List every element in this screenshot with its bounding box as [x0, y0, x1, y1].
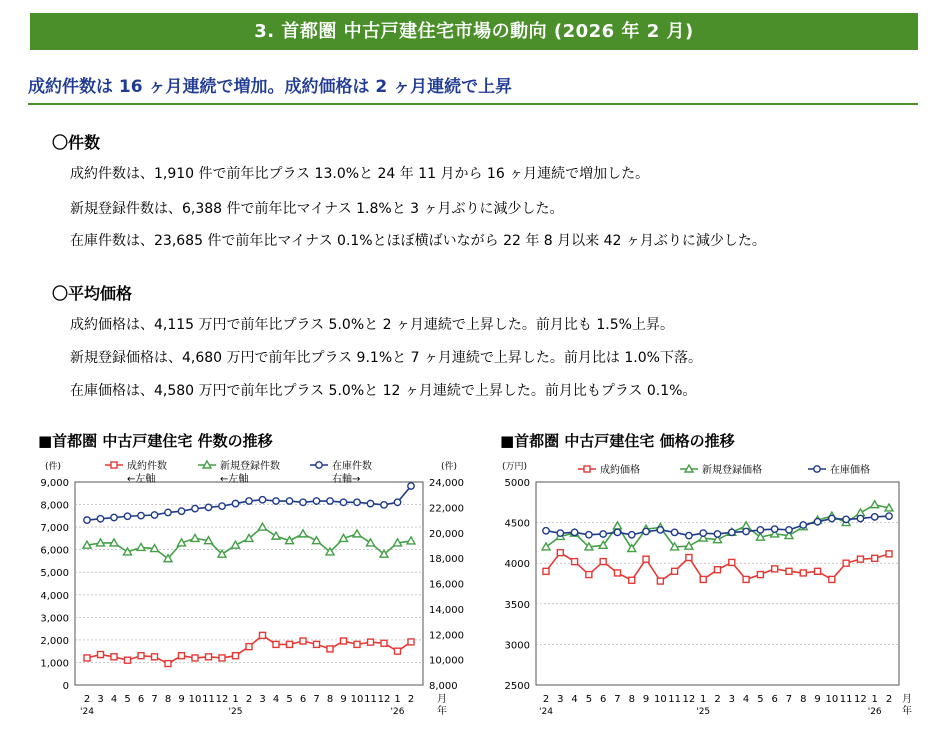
x-tick: 7 [785, 694, 793, 705]
data-point [192, 505, 198, 511]
x-tick: 3 [259, 694, 266, 705]
x-tick: 6 [599, 694, 607, 705]
data-point [97, 516, 103, 522]
data-point [287, 641, 293, 647]
data-point [843, 560, 849, 566]
x-tick: 9 [814, 694, 821, 705]
y-tick-right: 8,000 [429, 681, 458, 692]
x-tick: 10 [350, 694, 364, 705]
data-point [657, 578, 663, 584]
data-point [327, 498, 333, 504]
data-point [314, 641, 320, 647]
data-point [300, 499, 306, 505]
data-point [84, 517, 90, 523]
x-tick: 8 [326, 694, 334, 705]
data-point [111, 514, 117, 520]
headline: 成約件数は 16 ヶ月連続で増加。成約価格は 2 ヶ月連続で上昇 [28, 72, 918, 105]
price-line-2: 新規登録価格は、4,680 万円で前年比プラス 9.1%と 7 ヶ月連続で上昇した。前月比は 1.0%下落。 [70, 350, 702, 366]
chart-title-price: ■首都圏 中古戸建住宅 価格の推移 [500, 432, 735, 450]
x-tick: 8 [164, 694, 172, 705]
year-label: '25 [228, 707, 243, 717]
x-tick: 4 [571, 694, 578, 705]
data-point [179, 653, 185, 659]
data-point [313, 498, 319, 504]
section-title-price: 〇平均価格 [52, 284, 133, 303]
y-tick-left: 1,000 [40, 658, 69, 670]
x-tick: 5 [124, 694, 131, 705]
price-chart [494, 452, 924, 732]
x-tick: 2 [714, 694, 721, 705]
x-tick: 11 [202, 694, 215, 705]
count-chart [20, 452, 480, 732]
x-unit-month: 月 [902, 694, 912, 705]
data-point [815, 568, 821, 574]
y-tick-left: 6,000 [40, 545, 69, 557]
legend-label: 成約件数 [127, 461, 167, 472]
x-tick: 11 [839, 694, 853, 705]
data-point [757, 572, 763, 578]
legend-label: 新規登録件数 [220, 461, 280, 472]
legend-marker [584, 466, 590, 472]
data-point [246, 644, 252, 650]
plot-area [536, 482, 899, 685]
x-tick: 4 [110, 694, 118, 705]
x-tick: 5 [585, 694, 593, 705]
data-point [600, 559, 606, 565]
y-tick-right: 24,000 [429, 478, 464, 489]
data-point [124, 513, 130, 519]
x-tick: 9 [340, 694, 347, 705]
x-tick: 11 [364, 694, 377, 705]
x-unit-month: 月 [437, 694, 447, 705]
data-point [138, 653, 144, 659]
y-tick-left: 7,000 [40, 523, 69, 535]
x-tick: 9 [178, 694, 185, 705]
data-point [381, 502, 387, 508]
data-point [672, 568, 678, 574]
data-point [614, 529, 620, 535]
data-point [381, 640, 387, 646]
x-tick: 6 [299, 694, 307, 705]
data-point [233, 653, 239, 659]
data-point [572, 559, 578, 565]
data-point [686, 555, 692, 561]
data-point [729, 529, 735, 535]
y-tick-left: 9,000 [40, 478, 69, 489]
data-point [629, 532, 635, 538]
data-point [757, 527, 763, 533]
data-point [571, 529, 577, 535]
data-point [300, 638, 306, 644]
y-tick: 5000 [504, 478, 530, 489]
x-tick: 10 [653, 694, 667, 705]
x-tick: 10 [188, 694, 202, 705]
data-point [408, 639, 414, 645]
x-tick: 5 [286, 694, 293, 705]
year-label: '24 [539, 707, 553, 717]
data-point [772, 566, 778, 572]
data-point [743, 528, 749, 534]
y-tick-left: 5,000 [40, 568, 69, 580]
data-point [686, 532, 692, 538]
data-point [886, 551, 892, 557]
x-tick: 8 [800, 694, 807, 705]
data-point [165, 509, 171, 515]
data-point [394, 499, 400, 505]
data-point [354, 641, 360, 647]
y-axis-label: (万円) [502, 462, 528, 472]
x-tick: 4 [272, 694, 280, 705]
data-point [152, 654, 158, 660]
x-tick: 10 [825, 694, 839, 705]
x-tick: 7 [614, 694, 621, 705]
y-tick: 2500 [504, 681, 530, 692]
data-point [367, 500, 373, 506]
legend-marker [316, 462, 322, 468]
data-point [260, 632, 266, 638]
data-point [872, 514, 878, 520]
count-line-2: 新規登録件数は、6,388 件で前年比マイナス 1.8%と 3 ヶ月ぶりに減少した。 [70, 201, 564, 217]
data-point [800, 570, 806, 576]
data-point [843, 516, 849, 522]
data-point [219, 503, 225, 509]
y-tick-right: 18,000 [429, 554, 464, 566]
legend-label: 在庫件数 [332, 461, 372, 472]
data-point [138, 512, 144, 518]
data-point [246, 498, 252, 504]
data-point [206, 654, 212, 660]
price-line-3: 在庫価格は、4,580 万円で前年比プラス 5.0%と 12 ヶ月連続で上昇した。前月比もプラス 0.1%。 [70, 383, 697, 399]
data-point [111, 654, 117, 660]
year-label: '25 [696, 707, 711, 717]
legend-marker [685, 465, 693, 472]
year-label: '26 [867, 707, 882, 717]
data-point [557, 550, 563, 556]
x-unit-year: 年 [437, 706, 447, 717]
y-tick-left: 0 [62, 681, 69, 692]
data-point [729, 559, 735, 565]
x-tick: 7 [313, 694, 320, 705]
x-unit-year: 年 [902, 706, 912, 717]
x-tick: 5 [757, 694, 764, 705]
data-point [643, 528, 649, 534]
data-point [368, 639, 374, 645]
data-point [743, 576, 749, 582]
legend-marker [814, 466, 820, 472]
data-point [165, 661, 171, 667]
x-tick: 2 [542, 694, 550, 705]
x-tick: 9 [642, 694, 650, 705]
data-point [151, 512, 157, 518]
y-tick-right: 14,000 [429, 604, 464, 616]
data-point [829, 515, 835, 521]
y-tick: 4000 [504, 559, 530, 571]
legend-label: 新規登録価格 [702, 465, 762, 476]
data-point [857, 515, 863, 521]
x-tick: 6 [771, 694, 778, 705]
x-tick: 4 [742, 694, 750, 705]
data-point [872, 555, 878, 561]
x-tick: 8 [628, 694, 635, 705]
data-point [219, 655, 225, 661]
chart-title-count: ■首都圏 中古戸建住宅 件数の推移 [38, 432, 273, 450]
data-point [125, 657, 131, 663]
x-tick: 3 [97, 694, 104, 705]
y-tick-right: 12,000 [429, 630, 464, 642]
y-tick-right: 20,000 [429, 528, 464, 540]
section-title-count: 〇件数 [52, 133, 101, 152]
data-point [273, 498, 279, 504]
data-point [286, 498, 292, 504]
y-axis-label-right: (件) [441, 462, 458, 472]
data-point [629, 577, 635, 583]
legend-marker [111, 462, 117, 468]
legend-axis-note: ←左軸 [220, 474, 249, 485]
year-label: '26 [390, 707, 405, 717]
data-point [643, 556, 649, 562]
y-tick: 4500 [504, 518, 530, 530]
data-point [714, 531, 720, 537]
data-point [327, 646, 333, 652]
data-point [715, 567, 721, 573]
year-label: '24 [80, 707, 94, 717]
data-point [543, 528, 549, 534]
data-point [232, 500, 238, 506]
data-point [408, 483, 414, 489]
data-point [586, 532, 592, 538]
x-tick: 3 [728, 694, 735, 705]
legend-label: 成約価格 [600, 465, 640, 476]
x-tick: 11 [668, 694, 681, 705]
data-point [178, 508, 184, 514]
data-point [341, 638, 347, 644]
x-tick: 12 [682, 694, 696, 705]
data-point [671, 529, 677, 535]
data-point [98, 652, 104, 658]
x-tick: 2 [83, 694, 91, 705]
data-point [586, 572, 592, 578]
y-tick-right: 10,000 [429, 655, 464, 667]
data-point [340, 499, 346, 505]
data-point [771, 526, 777, 532]
x-tick: 1 [232, 694, 239, 705]
data-point [205, 504, 211, 510]
data-point [273, 641, 279, 647]
y-tick-right: 16,000 [429, 579, 464, 591]
data-point [800, 522, 806, 528]
x-tick: 12 [377, 694, 391, 705]
data-point [192, 655, 198, 661]
data-point [557, 530, 563, 536]
data-point [259, 497, 265, 503]
x-tick: 1 [871, 694, 878, 705]
legend-axis-note: ←左軸 [127, 474, 156, 485]
x-tick: 3 [557, 694, 564, 705]
x-tick: 12 [854, 694, 867, 705]
x-tick: 2 [245, 694, 253, 705]
count-line-3: 在庫件数は、23,685 件で前年比マイナス 0.1%とほぼ横ばいながら 22 年 8 月以来 42 ヶ月ぶりに減少した。 [70, 233, 766, 249]
y-tick-left: 4,000 [40, 590, 69, 602]
x-tick: 2 [885, 694, 893, 705]
data-point [657, 527, 663, 533]
page-banner: 3. 首都圏 中古戸建住宅市場の動向 (2026 年 2 月) [30, 13, 918, 50]
y-tick-right: 22,000 [429, 503, 464, 515]
y-tick-left: 2,000 [40, 635, 69, 647]
price-line-1: 成約価格は、4,115 万円で前年比プラス 5.0%と 2 ヶ月連続で上昇した。前月比も 1.5%上昇。 [70, 317, 674, 333]
y-axis-label-left: (件) [45, 462, 62, 472]
count-line-1: 成約件数は、1,910 件で前年比プラス 13.0%と 24 年 11 月から 16 ヶ月連続で増加した。 [70, 166, 650, 182]
x-tick: 12 [215, 694, 229, 705]
data-point [700, 576, 706, 582]
y-tick-left: 8,000 [40, 500, 69, 512]
data-point [84, 655, 90, 661]
legend-axis-note: 右軸→ [332, 474, 361, 485]
data-point [786, 568, 792, 574]
x-tick: 2 [407, 694, 415, 705]
data-point [700, 530, 706, 536]
y-tick: 3500 [504, 599, 530, 611]
x-tick: 6 [137, 694, 145, 705]
data-point [814, 519, 820, 525]
legend-label: 在庫価格 [830, 465, 870, 476]
data-point [614, 570, 620, 576]
data-point [857, 556, 863, 562]
x-tick: 1 [394, 694, 401, 705]
y-tick-left: 3,000 [40, 613, 69, 625]
legend-marker [203, 461, 211, 468]
data-point [829, 576, 835, 582]
data-point [354, 499, 360, 505]
data-point [786, 527, 792, 533]
x-tick: 1 [700, 694, 707, 705]
y-tick: 3000 [504, 640, 530, 652]
data-point [886, 513, 892, 519]
data-point [600, 531, 606, 537]
data-point [395, 648, 401, 654]
x-tick: 7 [151, 694, 158, 705]
data-point [543, 568, 549, 574]
